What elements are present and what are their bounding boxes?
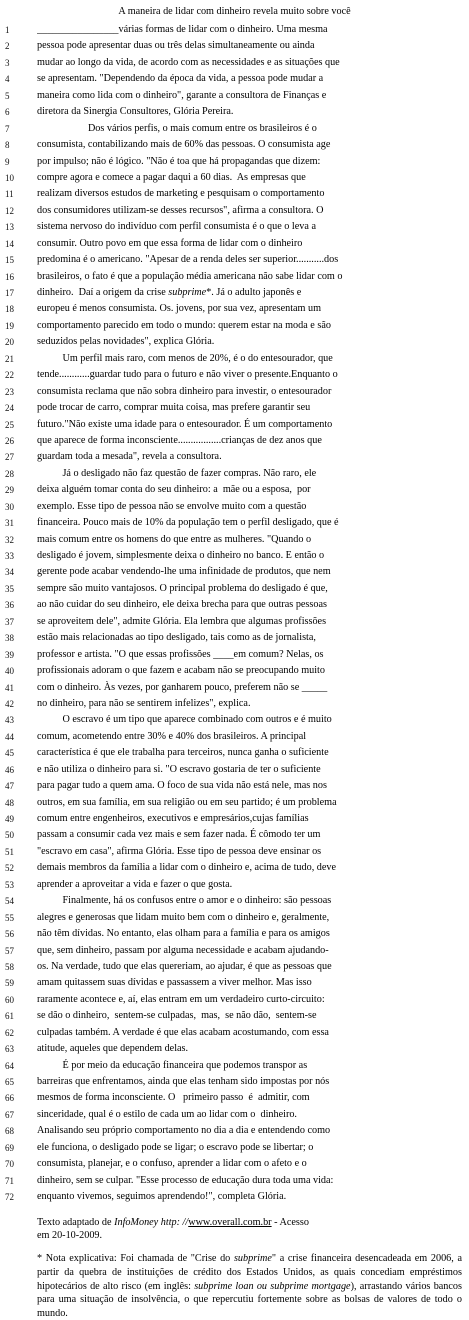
line-number: 32 [5,534,14,545]
text-line [0,186,469,202]
line-number: 19 [5,320,14,331]
line-number: 41 [5,682,14,693]
line-text: desligado é jovem, simplesmente deixa o dinheiro no banco. E então o [37,550,325,561]
line-text: que, sem dinheiro, passam por alguma necessidade e acabam ajudando- [37,944,329,956]
line-number: 44 [5,731,14,742]
line-text: realizam diversos estudos de marketing e pesquisam o comportamento [37,188,325,200]
line-text: barreiras que enfrentamos, ainda que elas tenham sido impostas por nós [37,1076,330,1087]
line-text: por impulso; não é lógico. "Não é toa que há propagandas que dizem: [37,155,321,167]
source-publication: InfoMoney [114,1217,159,1229]
text-line [0,1189,469,1205]
text-line [0,38,469,54]
text-line [0,663,469,679]
text-line [0,844,469,860]
line-number: 18 [5,304,14,315]
line-text: profissionais adoram o que fazem e acabam não se preocupando muito [37,665,325,677]
text-line [0,22,469,38]
text-line [0,1025,469,1041]
line-text: ao não cuidar do seu dinheiro, ele deixa brecha para que outras pessoas [37,599,327,611]
line-number: 51 [5,846,14,857]
text-line [0,203,469,219]
line-number: 46 [5,764,14,775]
line-number: 72 [5,1192,14,1203]
text-line [0,630,469,646]
line-number: 29 [5,485,14,496]
text-line [0,975,469,991]
line-number: 20 [5,337,14,348]
text-line [0,712,469,728]
text-line [0,121,469,137]
text-line [0,778,469,794]
line-text: ________________várias formas de lidar com o dinheiro. Uma mesma [37,24,328,35]
text-line [0,449,469,465]
line-number: 31 [5,518,14,529]
text-line [0,71,469,87]
line-number: 27 [5,452,14,463]
line-text: mudar ao longo da vida, de acordo com as necessidades e as situações que [37,56,340,68]
line-number: 63 [5,1044,14,1055]
line-text: brasileiros, o fato é que a população média americana não sabe lidar com o [37,270,343,282]
line-text: passam a consumir cada vez mais e sem fazer nada. É cômodo ter um [37,829,321,841]
text-line [0,1173,469,1189]
line-number: 24 [5,403,14,414]
line-number: 56 [5,929,14,940]
text-line [0,301,469,317]
line-number: 60 [5,994,14,1005]
text-line [0,992,469,1008]
text-line [0,959,469,975]
line-text: professor e artista. "O que essas profissões ____em comum? Nelas, os [37,648,324,660]
line-text: pessoa pode apresentar duas ou três delas simultaneamente ou ainda [37,40,315,52]
line-text: sempre são muito vantajosos. O principal problema do desligado é que, [37,582,328,594]
text-line [0,795,469,811]
text-line [0,532,469,548]
source-date: em 20-10-2009. [37,1230,103,1242]
line-number: 55 [5,912,14,923]
line-number: 43 [5,715,14,726]
line-text: aprender a aproveitar a vida e fazer o que gosta. [37,878,233,890]
line-text: com o dinheiro. Às vezes, por ganharem pouco, preferem não se _____ [37,681,328,693]
line-number: 50 [5,830,14,841]
line-number: 48 [5,797,14,808]
line-text: diretora da Sinergia Consultores, Glória Pereira. [37,106,234,118]
line-number: 69 [5,1142,14,1153]
text-line [0,482,469,498]
footnote-subprime: subprime [233,1253,272,1265]
line-text: futuro."Não existe uma idade para o entesourador. É um comportamento [37,418,333,430]
text-line [0,236,469,252]
line-number: 58 [5,961,14,972]
line-text: compre agora e comece a pagar daqui a 60 dias. As empresas que [37,171,306,183]
line-number: 52 [5,863,14,874]
source-http: http: // [158,1217,189,1229]
text-line [0,893,469,909]
line-number: 65 [5,1077,14,1087]
text-line [0,104,469,120]
source-prefix: Texto adaptado de [37,1217,115,1229]
footnote-text-3: ), arrastando vários bancos para uma situação de insolvência, o que repercutiu fortemente sobre as bolsas de valores de todo o mundo. [37,1280,462,1319]
numbered-text-body [0,22,469,1206]
line-number: 4 [5,74,10,85]
article-title: A maneira de lidar com dinheiro revela muito sobre você [118,6,351,17]
text-line [0,417,469,433]
line-text: Já o desligado não faz questão de fazer compras. Não raro, ele [37,467,317,479]
line-text: os. Na verdade, tudo que elas quereriam, ao ajudar, é que as pessoas que [37,960,332,972]
line-number: 5 [5,90,10,101]
text-line [0,137,469,153]
text-line [0,1140,469,1156]
line-text: culpadas também. A verdade é que elas acabam acostumando, com essa [37,1026,329,1038]
text-line [0,1107,469,1123]
line-number: 38 [5,633,14,644]
line-text: dos consumidores utilizam-se desses recursos", afirma a consultora. O [37,204,324,216]
text-line [0,219,469,235]
line-number: 9 [5,156,10,167]
line-number: 3 [5,57,10,68]
line-number: 71 [5,1175,14,1186]
footnote-text-1: Foi chamada de "Crise do [116,1253,234,1265]
line-text: consumista, contabilizando mais de 60% das pessoas. O consumista age [37,139,331,151]
text-line [0,811,469,827]
line-text: sistema nervoso do indivíduo com perfil consumista é o que o leva a [37,221,316,233]
text-line [0,367,469,383]
line-text: característica é que ele trabalha para terceiros, nunca ganha o suficiente [37,747,329,759]
text-line [0,1156,469,1172]
text-line [0,334,469,350]
line-text: gerente pode acabar vendendo-lhe uma infinidade de produtos, que nem [37,566,331,578]
text-line [0,696,469,712]
text-line [0,943,469,959]
line-number: 13 [5,222,14,233]
line-text: Dos vários perfis, o mais comum entre os brasileiros é o [37,122,317,134]
line-number: 10 [5,172,14,183]
line-text: comportamento parecido em todo o mundo: querem estar na moda e são [37,319,331,331]
text-line [0,1008,469,1024]
text-line [0,910,469,926]
line-text: financeira. Pouco mais de 10% da população tem o perfil desligado, que é [37,517,339,529]
line-text: amam quitassem suas dívidas e passassem a viver melhor. Mas isso [37,977,312,989]
text-line [0,351,469,367]
line-text: deixa alguém tomar conta do seu dinheiro: a mãe ou a esposa, por [37,484,311,496]
source-suffix: - Acesso [271,1217,309,1229]
line-text: tende............guardar tudo para o futuro e não viver o presente.Enquanto o [37,369,338,381]
line-text: consumista reclama que não sobra dinheiro para investir, o entesourador [37,385,332,397]
line-text: alegres e generosas que lidam muito bem com o dinheiro e, geralmente, [37,911,330,923]
line-number: 45 [5,748,14,759]
text-line [0,614,469,630]
line-number: 33 [5,551,14,561]
line-text: mesmos de forma inconsciente. O primeiro passo é admitir, com [37,1092,310,1104]
line-number: 59 [5,978,14,989]
line-number: 34 [5,567,14,578]
text-line [0,400,469,416]
text-line [0,597,469,613]
source-url-link[interactable]: www.overall.com.br [188,1217,272,1229]
line-text: para pagar tudo a quem ama. O foco de sua vida não está nele, mas nos [37,780,327,792]
line-text: dinheiro. Daí a origem da crise subprime*. Já o adulto japonês e [37,287,302,298]
line-number: 21 [5,353,14,364]
line-number: 35 [5,583,14,594]
text-line [0,1123,469,1139]
text-line [0,269,469,285]
line-text: É por meio da educação financeira que podemos transpor as [37,1059,308,1071]
line-number: 6 [5,107,10,118]
line-text: demais membros da família a lidar com o dinheiro e, acima de tudo, deve [37,862,337,874]
text-line [0,877,469,893]
line-number: 23 [5,386,14,397]
text-line [0,285,469,301]
text-line [0,745,469,761]
line-text: Um perfil mais raro, com menos de 20%, é o do entesourador, que [37,352,333,364]
line-number: 30 [5,501,14,512]
line-number: 2 [5,41,10,52]
footnote-text-2: " a crise financeira desencadeada em 2006, a partir da quebra de instituições de crédito dos Estados Unidos, as quais concediam empréstimos hipotecários de alto risco (em inglês: [37,1253,462,1292]
text-line [0,564,469,580]
text-line [0,318,469,334]
text-line [0,384,469,400]
line-number: 47 [5,781,14,792]
line-number: 16 [5,271,14,282]
line-number: 7 [5,123,10,134]
line-text: sinceridade, qual é o estilo de cada um ao lidar com o dinheiro. [37,1108,297,1120]
text-line [0,1074,469,1090]
line-number: 36 [5,600,14,611]
line-number: 42 [5,698,14,709]
line-number: 40 [5,666,14,677]
source-citation [37,1216,462,1242]
line-number: 37 [5,616,14,627]
line-text: dinheiro, sem se culpar. "Esse processo de educação dura toda uma vida: [37,1174,334,1186]
line-text: seduzidos pelas novidades", explica Glória. [37,336,215,348]
line-text: no dinheiro, para não se sentirem infelizes", explica. [37,697,251,709]
line-text: se dão o dinheiro, sentem-se culpadas, mas, se não dão, sentem-se [37,1010,317,1022]
line-number: 53 [5,879,14,890]
line-text: se apresentam. "Dependendo da época da vida, a pessoa pode mudar a [37,73,324,85]
line-number: 22 [5,370,14,381]
line-number: 28 [5,468,14,479]
line-number: 17 [5,288,14,298]
line-text: guardam toda a mesada", revela a consultora. [37,451,222,463]
line-text: ele funciona, o desligado pode se ligar; o escravo pode se libertar; o [37,1141,314,1153]
text-line [0,88,469,104]
line-number: 61 [5,1011,14,1022]
text-line [0,548,469,564]
line-number: 67 [5,1109,14,1120]
text-line [0,729,469,745]
line-text: europeu é menos consumista. Os. jovens, por sua vez, apresentam um [37,303,322,315]
line-text: estão mais relacionadas ao tipo desligado, tais como as de jornalista, [37,632,316,644]
line-number: 12 [5,205,14,216]
line-text: que aparece de forma inconsciente.................crianças de dez anos que [37,434,322,446]
footnote-label: * Nota explicativa: [37,1253,117,1265]
line-text: outros, em sua família, em sua religião ou em seu partido; é um problema [37,796,337,808]
line-text: comum entre engenheiros, executivos e empresários,cujas famílias [37,813,309,824]
text-line [0,581,469,597]
text-line [0,1041,469,1057]
text-line [0,499,469,515]
text-line [0,926,469,942]
line-number: 64 [5,1060,14,1071]
line-text: pode trocar de carro, comprar muita coisa, mas prefere garantir seu [37,402,311,414]
line-text: predomina é o americano. "Apesar de a renda deles ser superior...........dos [37,254,339,266]
line-number: 25 [5,419,14,430]
line-text: consumista, planejar, e o confuso, aprender a lidar com o afeto e o [37,1158,307,1170]
text-line [0,860,469,876]
line-text: exemplo. Esse tipo de pessoa não se envolve muito com a questão [37,500,307,512]
text-line [0,1058,469,1074]
line-text: enquanto vivemos, seguimos aprendendo!", completa Glória. [37,1191,287,1203]
text-line [0,466,469,482]
line-number: 15 [5,255,14,266]
text-line [0,55,469,71]
text-line [0,154,469,170]
line-text: se aproveitem dele", admite Glória. Ela lembra que algumas profissões [37,615,327,627]
line-number: 57 [5,945,14,956]
text-line [0,647,469,663]
text-line [0,827,469,843]
text-line [0,515,469,531]
text-line [0,680,469,696]
text-line [0,762,469,778]
explanatory-footnote [37,1252,462,1320]
line-number: 70 [5,1159,14,1170]
line-number: 26 [5,435,14,446]
line-number: 14 [5,238,14,249]
line-text: mais comum entre os homens do que entre as mulheres. "Quando o [37,533,312,545]
line-text: raramente acontece e, aí, elas entram em um verdadeiro curto-circuito: [37,993,325,1005]
footnote-terms: subprime loan ou subprime mortgage [194,1280,351,1292]
line-number: 66 [5,1093,14,1104]
text-line [0,1090,469,1106]
line-text: O escravo é um tipo que aparece combinado com outros e é muito [37,714,332,726]
line-text: atitude, aqueles que dependem delas. [37,1043,189,1055]
line-number: 11 [5,189,14,200]
line-text: Analisando seu próprio comportamento no dia a dia e entendendo como [37,1125,331,1137]
text-line [0,252,469,268]
line-number: 62 [5,1027,14,1038]
line-text: maneira como lida com o dinheiro", garante a consultora de Finanças e [37,89,327,101]
text-line [0,170,469,186]
line-text: e não utiliza o dinheiro para si. "O escravo gostaria de ter o suficiente [37,763,321,775]
line-text: comum, acometendo entre 30% e 40% dos brasileiros. A principal [37,730,307,742]
line-number: 8 [5,140,10,151]
line-text: não têm dívidas. No entanto, elas olham para a família e para os amigos [37,928,330,940]
line-text: consumir. Outro povo em que essa forma de lidar com o dinheiro [37,237,303,249]
line-number: 49 [5,814,14,824]
text-line [0,433,469,449]
line-number: 39 [5,649,14,660]
line-number: 1 [5,25,10,35]
line-text: "escravo em casa", afirma Glória. Esse tipo de pessoa deve ensinar os [37,845,322,857]
line-number: 68 [5,1126,14,1137]
line-number: 54 [5,896,14,907]
line-text: Finalmente, há os confusos entre o amor e o dinheiro: são pessoas [37,895,332,907]
